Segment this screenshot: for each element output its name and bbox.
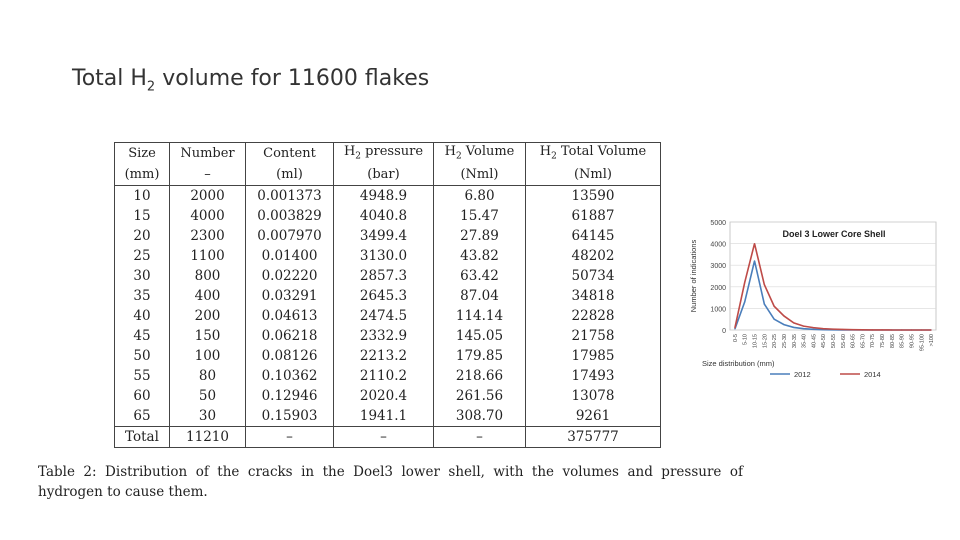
- header-volume: $H_2$ Volume: [434, 143, 526, 166]
- x-tick-label: 55-60: [840, 334, 847, 349]
- unit-pressure: (bar): [334, 166, 434, 186]
- data-point: [764, 284, 765, 285]
- y-tick-label: 2000: [710, 284, 726, 292]
- table-cell: 2645.3: [334, 286, 434, 306]
- table-cell: 60: [115, 386, 170, 406]
- table-cell: 400: [170, 286, 246, 306]
- table-cell: 4040.8: [334, 206, 434, 226]
- table-cell: 22828: [526, 306, 661, 326]
- table-row: [115, 326, 661, 346]
- data-point: [754, 243, 755, 244]
- total-cell: –: [246, 426, 334, 447]
- table-cell: 43.82: [434, 246, 526, 266]
- data-point: [911, 329, 912, 330]
- data-point: [734, 327, 735, 328]
- table-cell: 35: [115, 286, 170, 306]
- table-cell: 308.70: [434, 406, 526, 427]
- table-cell: 4000: [170, 206, 246, 226]
- table-cell: 55: [115, 366, 170, 386]
- data-point: [754, 260, 755, 261]
- table-row: [115, 226, 661, 246]
- x-tick-label: 0-5: [732, 334, 739, 342]
- header-pressure: $H_2$ pressure: [334, 143, 434, 166]
- table-cell: 30: [170, 406, 246, 427]
- x-tick-label: 75-80: [880, 334, 887, 349]
- legend-label: 2012: [794, 370, 811, 379]
- table-cell: 80: [170, 366, 246, 386]
- table-cell: 65: [115, 406, 170, 427]
- table-row: [115, 346, 661, 366]
- table-row: [115, 366, 661, 386]
- header-total-volume: $H_2$ Total Volume: [526, 143, 661, 166]
- data-point: [783, 315, 784, 316]
- chart-title: Doel 3 Lower Core Shell: [782, 229, 886, 239]
- table-cell: 2474.5: [334, 306, 434, 326]
- header-content: Content: [246, 143, 334, 166]
- table-cell: 0.08126: [246, 346, 334, 366]
- table-cell: 64145: [526, 226, 661, 246]
- y-tick-label: 4000: [710, 241, 726, 249]
- table-cell: 2000: [170, 185, 246, 206]
- table-cell: 800: [170, 266, 246, 286]
- y-axis-label: Number of indications: [689, 239, 698, 313]
- x-tick-label: 40-45: [811, 334, 818, 349]
- y-tick-label: 3000: [710, 263, 726, 271]
- table-cell: 40: [115, 306, 170, 326]
- legend-label: 2014: [864, 370, 881, 379]
- unit-size: (mm): [115, 166, 170, 186]
- table-cell: 0.04613: [246, 306, 334, 326]
- table-row: [115, 266, 661, 286]
- table-cell: 25: [115, 246, 170, 266]
- table-cell: 10: [115, 185, 170, 206]
- table-cell: 0.001373: [246, 185, 334, 206]
- data-point: [813, 327, 814, 328]
- data-point: [734, 328, 735, 329]
- unit-total-volume: (Nml): [526, 166, 661, 186]
- x-tick-label: 35-40: [801, 334, 808, 349]
- table-cell: 218.66: [434, 366, 526, 386]
- table-cell: 2300: [170, 226, 246, 246]
- table-cell: 3499.4: [334, 226, 434, 246]
- data-point: [744, 301, 745, 302]
- data-point: [832, 329, 833, 330]
- data-point: [852, 329, 853, 330]
- data-point: [774, 306, 775, 307]
- table-row: [115, 206, 661, 226]
- data-point: [803, 326, 804, 327]
- table-cell: 30: [115, 266, 170, 286]
- table-cell: 145.05: [434, 326, 526, 346]
- table-cell: 0.06218: [246, 326, 334, 346]
- y-tick-label: 0: [722, 328, 726, 335]
- x-tick-label: 70-75: [870, 334, 877, 349]
- title-subscript: 2: [146, 79, 156, 95]
- table-cell: 4948.9: [334, 185, 434, 206]
- table-cell: 17493: [526, 366, 661, 386]
- data-point: [862, 329, 863, 330]
- data-point: [891, 329, 892, 330]
- x-tick-label: 15-20: [762, 334, 769, 349]
- table-cell: 87.04: [434, 286, 526, 306]
- table-cell: 200: [170, 306, 246, 326]
- table-row: [115, 286, 661, 306]
- x-tick-label: 5-10: [742, 334, 749, 346]
- x-tick-label: 90-95: [909, 334, 916, 349]
- title-text-suffix: volume for 11600 flakes: [155, 66, 430, 91]
- table-cell: 0.10362: [246, 366, 334, 386]
- table-cell: 114.14: [434, 306, 526, 326]
- data-point: [823, 328, 824, 329]
- table-cell: 0.01400: [246, 246, 334, 266]
- header-row: [115, 143, 661, 166]
- table-cell: 15.47: [434, 206, 526, 226]
- table-cell: 0.007970: [246, 226, 334, 246]
- data-point: [744, 282, 745, 283]
- table-row: [115, 246, 661, 266]
- table-cell: 6.80: [434, 185, 526, 206]
- data-point: [872, 329, 873, 330]
- units-row: [115, 166, 661, 186]
- x-tick-label: 60-65: [850, 334, 857, 349]
- table-cell: 15: [115, 206, 170, 226]
- table-cell: 2332.9: [334, 326, 434, 346]
- header-number: Number: [170, 143, 246, 166]
- table-row: [115, 386, 661, 406]
- x-axis-label: Size distribution (mm): [702, 359, 775, 368]
- total-cell: 11210: [170, 426, 246, 447]
- table-cell: 0.02220: [246, 266, 334, 286]
- x-tick-label: >100: [929, 334, 936, 347]
- data-point: [793, 327, 794, 328]
- x-tick-label: 50-55: [831, 334, 837, 349]
- table-cell: 261.56: [434, 386, 526, 406]
- table-cell: 45: [115, 326, 170, 346]
- cracks-table: [114, 142, 661, 448]
- data-point: [783, 324, 784, 325]
- data-point: [901, 329, 902, 330]
- table-cell: 20: [115, 226, 170, 246]
- table-cell: 50734: [526, 266, 661, 286]
- table-cell: 21758: [526, 326, 661, 346]
- x-tick-label: 95-100: [919, 334, 926, 352]
- y-tick-label: 5000: [710, 220, 726, 227]
- table-cell: 0.15903: [246, 406, 334, 427]
- data-point: [813, 329, 814, 330]
- table-cell: 61887: [526, 206, 661, 226]
- table-cell: 13078: [526, 386, 661, 406]
- y-tick-label: 1000: [710, 306, 726, 314]
- total-row: [115, 426, 661, 447]
- table-cell: 3130.0: [334, 246, 434, 266]
- table-row: [115, 306, 661, 326]
- x-tick-label: 25-30: [781, 334, 788, 349]
- x-tick-label: 30-35: [791, 334, 798, 349]
- total-cell: –: [434, 426, 526, 447]
- table-cell: 9261: [526, 406, 661, 427]
- header-size: Size: [115, 143, 170, 166]
- total-cell: Total: [115, 426, 170, 447]
- table-cell: 0.03291: [246, 286, 334, 306]
- data-point: [842, 329, 843, 330]
- table-cell: 13590: [526, 185, 661, 206]
- table-row: [115, 406, 661, 427]
- table-cell: 63.42: [434, 266, 526, 286]
- x-tick-label: 10-15: [752, 334, 759, 349]
- table-cell: 100: [170, 346, 246, 366]
- table-cell: 27.89: [434, 226, 526, 246]
- total-cell: 375777: [526, 426, 661, 447]
- x-tick-label: 65-70: [860, 334, 867, 349]
- x-tick-label: 45-50: [821, 334, 828, 349]
- table-cell: 48202: [526, 246, 661, 266]
- table-cell: 0.12946: [246, 386, 334, 406]
- table-cell: 2110.2: [334, 366, 434, 386]
- unit-volume: (Nml): [434, 166, 526, 186]
- title-text: Total H: [72, 66, 147, 91]
- table-cell: 0.003829: [246, 206, 334, 226]
- x-tick-label: 20-25: [772, 334, 779, 349]
- table-cell: 50: [115, 346, 170, 366]
- table-cell: 2213.2: [334, 346, 434, 366]
- table-cell: 34818: [526, 286, 661, 306]
- table-cell: 179.85: [434, 346, 526, 366]
- data-point: [930, 329, 931, 330]
- data-point: [793, 322, 794, 323]
- data-point: [881, 329, 882, 330]
- slide-title: [72, 66, 429, 94]
- table-cell: 2857.3: [334, 266, 434, 286]
- x-tick-label: 80-85: [889, 334, 896, 349]
- size-distribution-chart: [686, 214, 940, 384]
- data-point: [921, 329, 922, 330]
- unit-number: –: [170, 166, 246, 186]
- x-tick-label: 85-90: [899, 334, 906, 349]
- table-cell: 50: [170, 386, 246, 406]
- table-row: [115, 185, 661, 206]
- unit-content: (ml): [246, 166, 334, 186]
- table-cell: 2020.4: [334, 386, 434, 406]
- table-cell: 1100: [170, 246, 246, 266]
- table-caption: Table 2: Distribution of the cracks in the Doel3 lower shell, with the volumes and pressure of hydrogen to cause them.: [38, 464, 743, 500]
- table-cell: 17985: [526, 346, 661, 366]
- table-body: [115, 185, 661, 426]
- data-point: [764, 303, 765, 304]
- total-cell: –: [334, 426, 434, 447]
- data-point: [803, 328, 804, 329]
- table-cell: 150: [170, 326, 246, 346]
- table-cell: 1941.1: [334, 406, 434, 427]
- data-point: [774, 319, 775, 320]
